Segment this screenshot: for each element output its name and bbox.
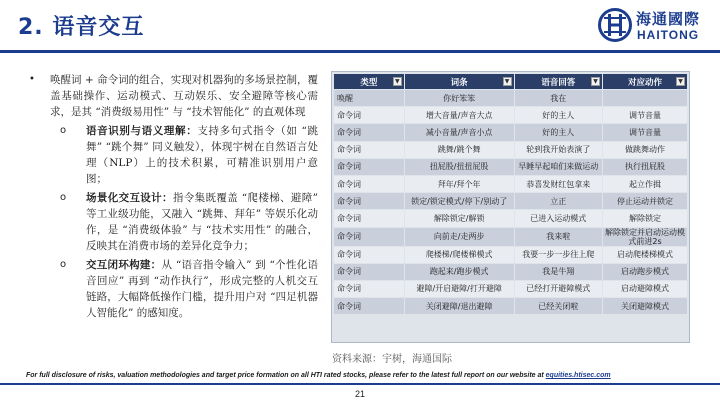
bullet-dot-icon: • [29,74,35,85]
footer-divider [0,383,720,385]
disclaimer [26,372,696,379]
cell-type: 命令词 [334,158,405,175]
cell-type: 命令词 [334,193,405,210]
table-row [334,175,688,192]
cell-action: 解除锁定 [603,210,688,227]
main-bullet [26,72,318,120]
cell-reply: 我在 [514,90,603,107]
table-row [334,246,688,263]
website-link[interactable]: equities.htisec.com [545,372,611,379]
page-title: 2. 语音交互 [18,15,145,40]
cell-phrase: 锁定/锁定模式/停下/别动了 [404,193,514,210]
table-row [334,227,688,246]
cell-reply: 轮到我开始表演了 [514,141,603,158]
dropdown-arrow-icon[interactable]: ▼ [676,77,685,86]
cell-reply: 我是牛翔 [514,263,603,280]
table-row [334,124,688,141]
cell-action: 启动避障模式 [603,280,688,297]
dropdown-arrow-icon[interactable]: ▼ [393,77,402,86]
logo-chinese-name: 海通國際 [636,10,701,28]
cell-type: 命令词 [334,141,405,158]
sub-bullet-text: 从 “语音指令输入” 到 “个性化语音回应” 再到 “动作执行”，形成完整的人机交互链路，大幅降低操作门槛，提升用户对 “四足机器人智能化” 的感知度。 [86,259,319,319]
sub-bullet-text: 指令集既覆盖 “爬楼梯、避障” 等工业级功能，又融入 “跳舞、拜年” 等娱乐化动作，是 “消费级体验” 与 “技术实用性” 的融合，反映其在消费市场的差异化竞争力； [86,192,319,252]
cell-reply: 我来啦 [514,227,603,246]
cell-type: 命令词 [334,124,405,141]
source-note: 资料来源：宇树，海通国际 [332,354,452,365]
logo-english-name: HAITONG [637,28,700,42]
cell-reply: 已经关闭啦 [514,298,603,315]
cell-reply: 早睡早起咱们来做运动 [514,158,603,175]
cell-phrase: 爬楼梯/爬楼梯模式 [404,246,514,263]
cell-phrase: 增大音量/声音大点 [404,107,514,124]
table-row [334,210,688,227]
table-row [334,141,688,158]
cell-action: 解除锁定并启动运动模式前进2s [603,227,688,246]
cell-action: 执行扭屁股 [603,158,688,175]
cell-phrase: 避障/开启避障/打开避障 [404,280,514,297]
cell-action: 停止运动并锁定 [603,193,688,210]
disclaimer-text: For full disclosure of risks, valuation methodologies and target price formation on all HTI rated stocks, please refer to the latest full report on our website at [26,372,546,379]
cell-action: 做跳舞动作 [603,141,688,158]
cell-reply: 我要一步一步往上爬 [514,246,603,263]
sub-bullet [60,123,318,187]
cell-type: 命令词 [334,210,405,227]
cell-type: 命令词 [334,280,405,297]
cell-phrase: 跳舞/跳个舞 [404,141,514,158]
title-divider [0,50,720,53]
cell-phrase: 你好笨笨 [404,90,514,107]
table-row [334,263,688,280]
haitong-logo [598,6,710,46]
cell-action: 调节音量 [603,124,688,141]
circle-bullet-icon: o [60,125,67,136]
haitong-logo-mark-icon [598,8,632,42]
cell-type: 命令词 [334,246,405,263]
body-text [26,72,318,321]
cell-phrase: 跑起来/跑步模式 [404,263,514,280]
column-header-reply[interactable]: 语音回答 ▼ [514,74,603,90]
cell-action: 关闭避障模式 [603,298,688,315]
cell-type: 命令词 [334,175,405,192]
cell-phrase: 解除锁定/解锁 [404,210,514,227]
sub-bullet-heading: 语音识别与语义理解： [86,125,198,137]
cell-type: 唤醒 [334,90,405,107]
sub-bullet-text: 支持多句式指令（如 “跳舞” “跳个舞” 同义触发），体现宇树在自然语言处理（NLP）上的技术积累，可精准识别用户意图； [86,125,318,185]
cell-reply: 好的主人 [514,124,603,141]
cell-phrase: 减小音量/声音小点 [404,124,514,141]
column-header-phrase[interactable]: 词条 ▼ [404,74,514,90]
cell-reply: 立正 [514,193,603,210]
cell-type: 命令词 [334,227,405,246]
cell-action [603,90,688,107]
sub-bullet-heading: 交互闭环构建： [86,259,162,271]
sub-bullet-heading: 场景化交互设计： [86,192,173,204]
table-row [334,90,688,107]
table-row [334,158,688,175]
table-row [334,107,688,124]
cell-action: 启动跑步模式 [603,263,688,280]
column-header-action[interactable]: 对应动作 ▼ [603,74,688,90]
main-bullet-text: 唤醒词 + 命令词的组合，实现对机器狗的多场景控制，覆盖基础操作、运动模式、互动娱乐、安全避障等核心需求，是其 “消费级易用性” 与 “技术智能化” 的直观体现 [50,74,318,118]
page-number: 21 [354,389,365,399]
cell-reply: 恭喜发财红包拿来 [514,175,603,192]
cell-phrase: 向前走/走两步 [404,227,514,246]
table-row [334,280,688,297]
cell-phrase: 扭屁股/扭扭屁股 [404,158,514,175]
cell-reply: 已经打开避障模式 [514,280,603,297]
sub-bullet [60,190,318,254]
cell-type: 命令词 [334,298,405,315]
circle-bullet-icon: o [60,192,67,203]
cell-reply: 好的主人 [514,107,603,124]
voice-command-table [331,71,690,343]
cell-phrase: 拜年/拜个年 [404,175,514,192]
table-header-row [334,74,688,90]
cell-action: 调节音量 [603,107,688,124]
column-header-type[interactable]: 类型 ▼ [334,74,405,90]
table-row [334,193,688,210]
cell-action: 启动爬楼梯模式 [603,246,688,263]
cell-phrase: 关闭避障/退出避障 [404,298,514,315]
dropdown-arrow-icon[interactable]: ▼ [591,77,600,86]
cell-type: 命令词 [334,263,405,280]
cell-type: 命令词 [334,107,405,124]
cell-reply: 已进入运动模式 [514,210,603,227]
sub-bullet [60,257,318,321]
dropdown-arrow-icon[interactable]: ▼ [503,77,512,86]
table-row [334,298,688,315]
cell-action: 起立作揖 [603,175,688,192]
circle-bullet-icon: o [60,259,67,270]
